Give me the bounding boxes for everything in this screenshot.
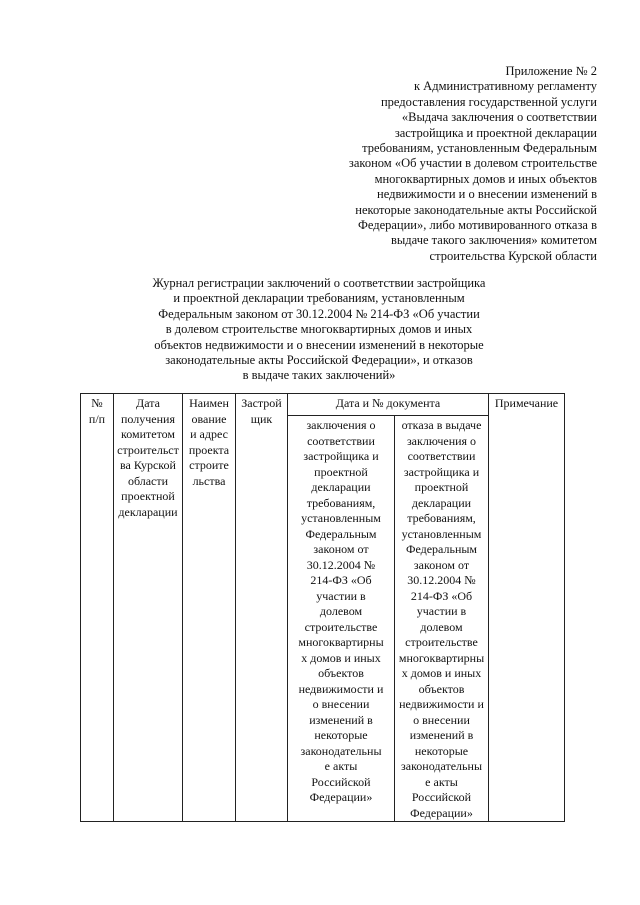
col-number-header (81, 394, 114, 822)
text-line: Дата (136, 396, 160, 410)
text-line: строительстве (405, 635, 478, 649)
registration-journal-table (80, 393, 565, 822)
text-line: льства (192, 473, 226, 488)
journal-title (126, 276, 512, 384)
text-line: недвижимости и о внесении изменений в (377, 187, 597, 202)
text-line: строительст (117, 442, 179, 457)
text-line: ование (191, 411, 227, 426)
col-document-group-header: Дата и № документа (288, 394, 489, 416)
appendix-header (327, 64, 597, 264)
text-line: Российской (411, 790, 472, 804)
text-line: Наимен (189, 396, 229, 410)
text-line: участии в (416, 604, 467, 618)
text-line: Федеральным (405, 542, 478, 556)
text-line: 30.12.2004 № (306, 557, 376, 572)
text-line: комитетом (120, 427, 176, 441)
text-line: многоквартирных домов и иных объектов (374, 171, 597, 186)
text-line: объектов (418, 681, 465, 696)
text-line: строительства Курской области (429, 248, 597, 263)
text-line: застройщика и (303, 449, 379, 463)
text-line: долевом (319, 604, 363, 618)
text-line: в выдаче таких заключений» (242, 368, 396, 383)
text-line: в долевом строительстве многоквартирных домов и иных (165, 322, 473, 337)
text-line: заключения о (406, 433, 477, 448)
text-line: е акты (324, 759, 358, 773)
text-line: изменений в (309, 712, 373, 727)
text-line: некоторые (314, 728, 368, 742)
text-line: законодательны (401, 759, 482, 773)
text-line: Федеральным (305, 526, 377, 541)
text-line: е акты (425, 774, 458, 789)
text-line: законом от (313, 542, 369, 556)
col-developer-header (236, 394, 288, 822)
text-line: предоставления государственной услуги (380, 94, 597, 109)
text-line: декларации (311, 480, 371, 494)
text-line: требованиям, (407, 511, 476, 525)
text-line: х домов и иных (301, 650, 381, 665)
text-line: проекта (188, 442, 230, 457)
text-line: о внесении (312, 697, 370, 711)
text-line: п/п (88, 411, 106, 426)
text-line: законодательные акты Российской Федерации», и отказов (165, 353, 473, 368)
col-note-header: Примечание (489, 394, 565, 822)
text-line: х домов и иных (401, 666, 482, 680)
text-line: Журнал регистрации заключений о соответствии застройщика (152, 276, 486, 290)
text-line: 214-ФЗ «Об (410, 588, 473, 603)
text-line: декларации (411, 495, 472, 510)
text-line: декларации (118, 504, 178, 519)
text-line: законом от (413, 557, 470, 572)
text-line: «Выдача заключения о соответствии (401, 110, 597, 125)
text-line: Застрой (241, 396, 282, 410)
text-line: Федеральным законом от 30.12.2004 № 214-ФЗ «Об участии (158, 306, 480, 321)
text-line: законодательны (300, 743, 382, 758)
text-line: заключения о (306, 418, 376, 432)
text-line: установленным (401, 526, 482, 541)
text-line: области (127, 473, 169, 488)
text-line: Федерации», либо мотивированного отказа в (357, 218, 597, 233)
text-line: недвижимости и (399, 697, 484, 711)
text-line: некоторые законодательные акты Российской (355, 202, 597, 217)
text-line: проектной (314, 464, 368, 479)
col-name-address-header (183, 394, 236, 822)
text-line: о внесении (413, 712, 470, 727)
text-line: и адрес (190, 427, 228, 441)
col-refusal-header (395, 416, 489, 822)
text-line: ва Курской (120, 458, 176, 472)
text-line: объектов недвижимости и о внесении изменений в некоторые (154, 337, 484, 352)
text-line: щик (250, 411, 273, 426)
text-line: многоквартирны (398, 650, 485, 665)
text-line: участии в (316, 588, 366, 603)
text-line: проектной (121, 489, 175, 503)
text-line: законом «Об участии в долевом строительстве (348, 156, 597, 171)
text-line: объектов (318, 666, 364, 680)
text-line: многоквартирны (298, 635, 384, 649)
text-line: соответствии (307, 433, 375, 448)
text-line: к Административному регламенту (413, 79, 597, 94)
text-line: требованиям, (306, 495, 376, 510)
text-line: Федерации» (309, 790, 373, 804)
text-line: проектной (414, 480, 469, 494)
text-line: изменений в (409, 728, 474, 742)
text-line: соответствии (407, 449, 476, 463)
text-line: строительстве (304, 619, 378, 634)
text-line: получения (121, 411, 175, 426)
col-conclusion-header (288, 416, 395, 822)
text-line: Приложение № 2 (505, 64, 597, 78)
text-line: Федерации» (410, 805, 473, 820)
text-line: отказа в выдаче (401, 418, 482, 432)
text-line: требованиям, установленным Федеральным (362, 141, 597, 156)
text-line: долевом (420, 619, 463, 634)
text-line: застройщика и (403, 464, 480, 479)
text-line: установленным (301, 511, 381, 525)
text-line: № (91, 396, 103, 410)
text-line: строите (189, 458, 229, 472)
text-line: 214-ФЗ «Об (310, 573, 372, 587)
text-line: 30.12.2004 № (407, 573, 476, 587)
col-date-received-header (114, 394, 183, 822)
text-line: и проектной декларации требованиям, установленным (173, 291, 465, 306)
text-line: недвижимости и (298, 681, 384, 696)
text-line: застройщика и проектной декларации (394, 125, 597, 140)
text-line: выдаче такого заключения» комитетом (391, 233, 597, 248)
text-line: Российской (311, 774, 371, 789)
text-line: некоторые (414, 743, 469, 758)
